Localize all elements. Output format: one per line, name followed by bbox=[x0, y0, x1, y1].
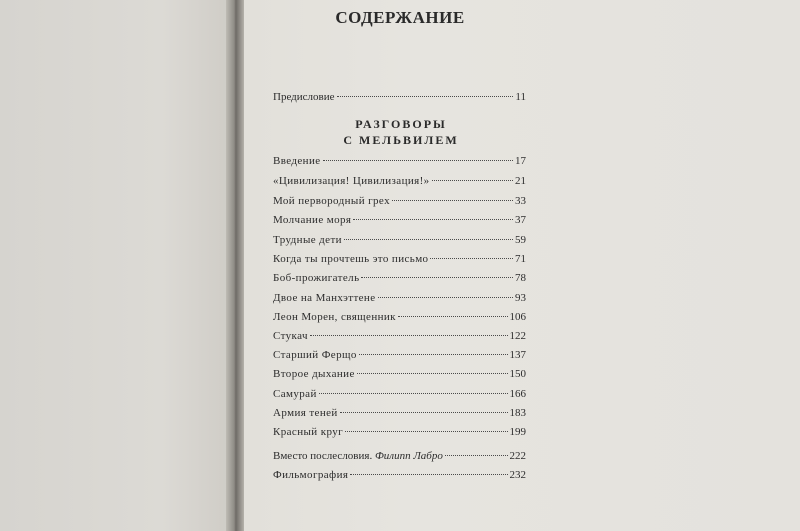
toc-entry-page: 183 bbox=[509, 407, 526, 419]
afterword-title: Вместо послесловия. bbox=[273, 450, 373, 462]
toc-entry-afterword bbox=[273, 450, 526, 466]
dot-leader bbox=[323, 160, 513, 161]
toc-entry-title: Второе дыхание bbox=[273, 368, 355, 380]
toc-entry bbox=[273, 253, 526, 269]
toc-entry-title: Старший Ферщо bbox=[273, 349, 357, 361]
toc-entry-title: Стукач bbox=[273, 330, 308, 342]
toc-entry-title: Леон Морен, священник bbox=[273, 311, 396, 323]
dot-leader bbox=[392, 200, 513, 201]
dot-leader bbox=[432, 180, 513, 181]
toc-entry-page: 93 bbox=[515, 292, 526, 304]
toc-entry bbox=[273, 388, 526, 404]
toc-entry-page: 21 bbox=[515, 175, 526, 187]
toc-entry-page: 11 bbox=[515, 91, 526, 103]
toc-entry-title: Самурай bbox=[273, 388, 317, 400]
page-title: СОДЕРЖАНИЕ bbox=[335, 8, 465, 27]
dot-leader bbox=[378, 297, 514, 298]
toc-entry-page: 199 bbox=[509, 426, 526, 438]
toc-entry-title: Красный круг bbox=[273, 426, 344, 438]
dot-leader bbox=[350, 474, 507, 475]
dot-leader bbox=[310, 335, 508, 336]
toc-entry-title: Фильмография bbox=[273, 469, 349, 481]
toc-entry bbox=[273, 368, 526, 384]
section-heading-line2: С МЕЛЬВИЛЕМ bbox=[343, 133, 459, 147]
left-page bbox=[0, 0, 232, 531]
toc-entry-title: Мой первородный грех bbox=[273, 195, 390, 207]
toc-entry-page: 222 bbox=[509, 450, 526, 462]
toc-entry bbox=[273, 407, 526, 423]
dot-leader bbox=[344, 239, 513, 240]
toc-entry-title bbox=[273, 450, 443, 462]
toc-entry-preface bbox=[273, 91, 526, 107]
book-spine bbox=[226, 0, 244, 531]
dot-leader bbox=[345, 431, 507, 432]
dot-leader bbox=[398, 316, 508, 317]
toc-entry bbox=[273, 272, 526, 288]
toc-entry bbox=[273, 311, 526, 327]
toc-entry-page: 106 bbox=[509, 311, 526, 323]
dot-leader bbox=[359, 354, 508, 355]
toc-entry-page: 71 bbox=[515, 253, 526, 265]
toc-entry bbox=[273, 195, 526, 211]
toc-entry-page: 137 bbox=[509, 349, 526, 361]
dot-leader bbox=[430, 258, 513, 259]
toc-entry-page: 166 bbox=[509, 388, 526, 400]
toc-entry-page: 78 bbox=[515, 272, 526, 284]
toc-entry-title: Введение bbox=[273, 155, 321, 167]
dot-leader bbox=[361, 277, 513, 278]
dot-leader bbox=[337, 96, 514, 97]
toc-entry-filmography bbox=[273, 469, 526, 485]
toc-entry bbox=[273, 175, 526, 191]
toc-entry-page: 37 bbox=[515, 214, 526, 226]
section-heading-line1: РАЗГОВОРЫ bbox=[355, 117, 447, 131]
toc-entry-title: «Цивилизация! Цивилизация!» bbox=[273, 175, 430, 187]
dot-leader bbox=[445, 455, 508, 456]
toc-entry bbox=[273, 155, 526, 171]
toc-entry-title: Молчание моря bbox=[273, 214, 352, 226]
dot-leader bbox=[319, 393, 508, 394]
toc-entry-page: 17 bbox=[515, 155, 526, 167]
toc-entry-page: 232 bbox=[509, 469, 526, 481]
dot-leader bbox=[357, 373, 508, 374]
toc-entry-title: Боб-прожигатель bbox=[273, 272, 360, 284]
dot-leader bbox=[340, 412, 508, 413]
toc-entry-title: Трудные дети bbox=[273, 234, 342, 246]
toc-entry bbox=[273, 292, 526, 308]
toc-entry bbox=[273, 330, 526, 346]
toc-entry-title: Армия теней bbox=[273, 407, 338, 419]
toc-entry-title: Предисловие bbox=[273, 91, 335, 103]
toc-entry bbox=[273, 214, 526, 230]
toc-entry-page: 33 bbox=[515, 195, 526, 207]
dot-leader bbox=[353, 219, 513, 220]
toc-entry-title: Двое на Манхэттене bbox=[273, 292, 376, 304]
toc-entry-page: 150 bbox=[509, 368, 526, 380]
toc-entry-page: 59 bbox=[515, 234, 526, 246]
toc-entry bbox=[273, 234, 526, 250]
afterword-author: Филипп Лабро bbox=[374, 450, 443, 462]
toc-entry-title: Когда ты прочтешь это письмо bbox=[273, 253, 429, 265]
toc-entry bbox=[273, 349, 526, 365]
toc-entry-page: 122 bbox=[509, 330, 526, 342]
toc-entry bbox=[273, 426, 526, 442]
